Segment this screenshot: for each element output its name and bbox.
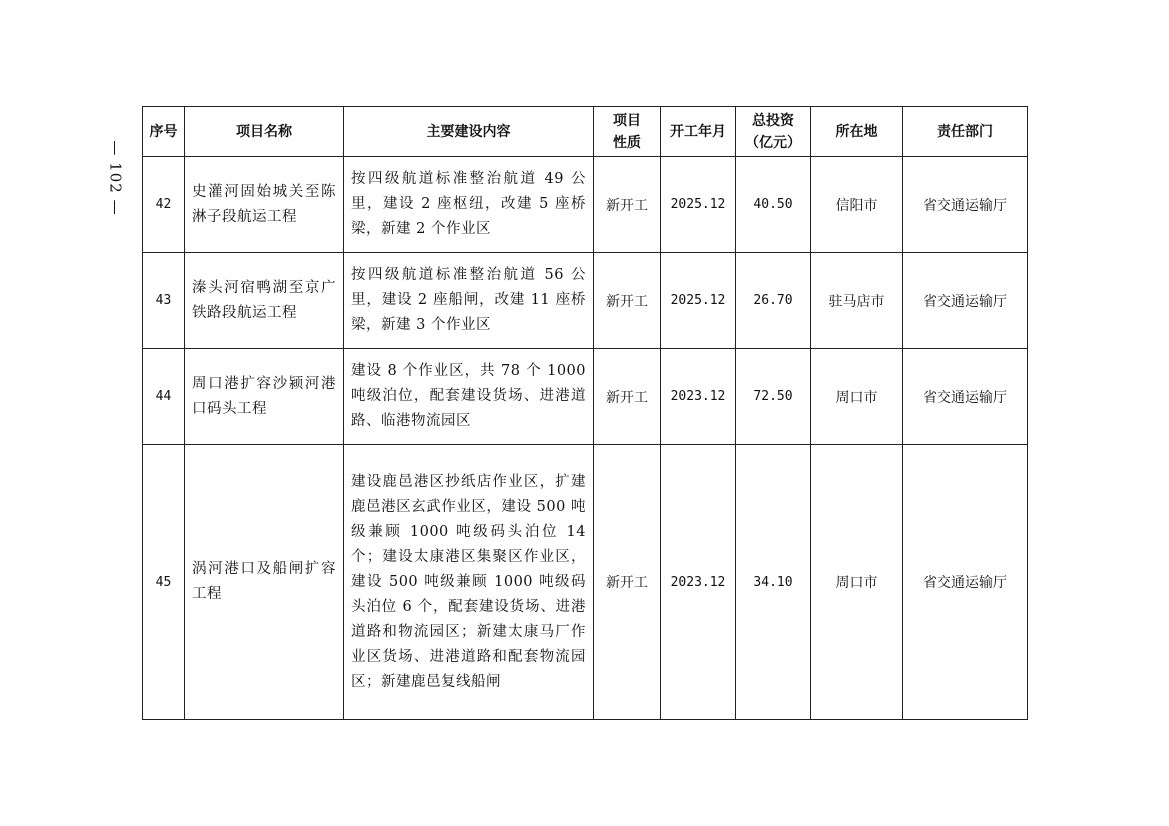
table-row <box>143 157 1028 253</box>
cell-name: 周口港扩容沙颍河港口码头工程 <box>185 349 344 445</box>
cell-content: 按四级航道标准整治航道 49 公里，建设 2 座枢纽，改建 5 座桥梁，新建 2 个作业区 <box>344 157 594 253</box>
cell-name: 史灌河固始城关至陈淋子段航运工程 <box>185 157 344 253</box>
cell-dept: 省交通运输厅 <box>903 349 1028 445</box>
cell-seq: 45 <box>143 445 185 720</box>
header-invest-line2: （亿元） <box>745 134 801 151</box>
cell-dept: 省交通运输厅 <box>903 157 1028 253</box>
header-dept: 责任部门 <box>903 107 1028 157</box>
header-seq: 序号 <box>143 107 185 157</box>
cell-nature: 新开工 <box>594 253 661 349</box>
cell-seq: 42 <box>143 157 185 253</box>
cell-invest: 26.70 <box>736 253 811 349</box>
table-row <box>143 349 1028 445</box>
cell-location: 信阳市 <box>811 157 903 253</box>
cell-dept: 省交通运输厅 <box>903 253 1028 349</box>
cell-invest: 72.50 <box>736 349 811 445</box>
cell-invest: 40.50 <box>736 157 811 253</box>
page-number <box>104 125 128 230</box>
table-header-row <box>143 107 1028 157</box>
cell-location: 周口市 <box>811 445 903 720</box>
cell-start: 2023.12 <box>661 349 736 445</box>
cell-dept: 省交通运输厅 <box>903 445 1028 720</box>
cell-location: 周口市 <box>811 349 903 445</box>
header-content: 主要建设内容 <box>344 107 594 157</box>
header-invest <box>736 107 811 157</box>
header-nature <box>594 107 661 157</box>
page-number-text: — 102 — <box>107 139 126 216</box>
cell-content: 建设鹿邑港区抄纸店作业区，扩建鹿邑港区玄武作业区，建设 500 吨级兼顾 1000 吨级码头泊位 14 个；建设太康港区集聚区作业区，建设 500 吨级兼顾 1000 吨级码头泊位 6 个，配套建设货场、进港道路和物流园区；新建太康马厂作业区货场、进港道路和配套物流园区；新建鹿邑复线船闸 <box>344 445 594 720</box>
cell-nature: 新开工 <box>594 445 661 720</box>
cell-start: 2025.12 <box>661 253 736 349</box>
cell-nature: 新开工 <box>594 349 661 445</box>
header-invest-line1: 总投资 <box>752 112 794 129</box>
header-nature-line1: 项目 <box>613 112 641 129</box>
table-row <box>143 445 1028 720</box>
header-name: 项目名称 <box>185 107 344 157</box>
cell-start: 2023.12 <box>661 445 736 720</box>
cell-content: 建设 8 个作业区，共 78 个 1000 吨级泊位，配套建设货场、进港道路、临港物流园区 <box>344 349 594 445</box>
cell-name: 涡河港口及船闸扩容工程 <box>185 445 344 720</box>
cell-seq: 44 <box>143 349 185 445</box>
cell-nature: 新开工 <box>594 157 661 253</box>
cell-content: 按四级航道标准整治航道 56 公里，建设 2 座船闸，改建 11 座桥梁，新建 3 个作业区 <box>344 253 594 349</box>
cell-name: 溱头河宿鸭湖至京广铁路段航运工程 <box>185 253 344 349</box>
cell-location: 驻马店市 <box>811 253 903 349</box>
header-nature-line2: 性质 <box>613 134 641 151</box>
cell-invest: 34.10 <box>736 445 811 720</box>
project-table <box>142 106 1028 720</box>
table-row <box>143 253 1028 349</box>
header-start: 开工年月 <box>661 107 736 157</box>
header-location: 所在地 <box>811 107 903 157</box>
cell-start: 2025.12 <box>661 157 736 253</box>
cell-seq: 43 <box>143 253 185 349</box>
